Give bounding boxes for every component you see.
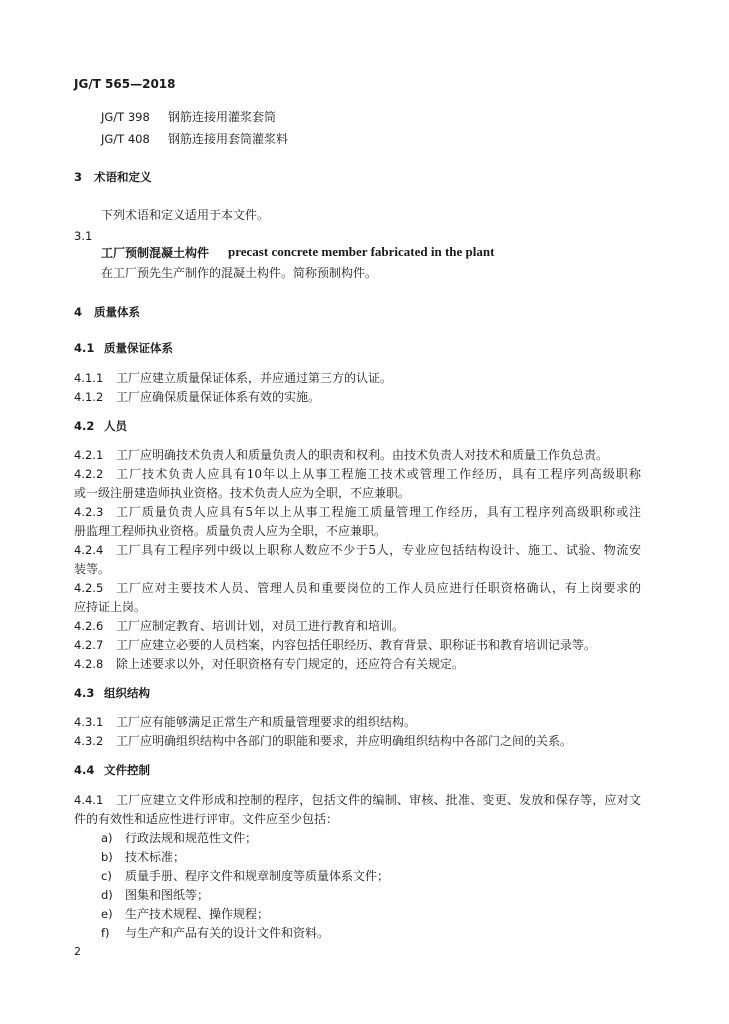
reference-code: JG/T 408 xyxy=(101,132,150,146)
clause-number: 4.1.2 xyxy=(74,390,104,404)
section-title: 质量体系 xyxy=(94,305,140,319)
clause-text: 工厂应确保质量保证体系有效的实施。 xyxy=(116,390,321,404)
reference-title: 钢筋连接用灌浆套筒 xyxy=(168,110,277,124)
clause-text-continued: 装等。 xyxy=(74,562,111,576)
clause-number: 4.2.7 xyxy=(74,638,104,652)
list-item: 图集和图纸等； xyxy=(125,888,210,902)
clause-text-continued: 件的有效性和适应性进行评审。文件应至少包括： xyxy=(74,812,339,826)
term-number: 3.1 xyxy=(74,229,93,243)
clause-number: 4.4.1 xyxy=(74,793,104,807)
subsection-number: 4.1 xyxy=(74,341,95,355)
section-title: 术语和定义 xyxy=(94,170,152,184)
clause-number: 4.2.6 xyxy=(74,619,104,633)
clause-text: 工厂应建立文件形成和控制的程序，包括文件的编制、审核、批准、变更、发放和保存等，应对文 xyxy=(116,793,641,807)
clause-text: 工厂应建立必要的人员档案，内容包括任职经历、教育背景、职称证书和教育培训记录等。 xyxy=(116,638,597,652)
clause-number: 4.2.3 xyxy=(74,505,104,519)
subsection-number: 4.3 xyxy=(74,686,95,700)
list-marker: a) xyxy=(101,831,113,845)
clause-text: 工厂技术负责人应具有10年以上从事工程施工技术或管理工作经历，具有工程序列高级职称 xyxy=(116,467,641,481)
clause-text: 除上述要求以外，对任职资格有专门规定的，还应符合有关规定。 xyxy=(116,657,465,671)
subsection-number: 4.4 xyxy=(74,763,95,777)
term-english: precast concrete member fabricated in the plant xyxy=(228,244,495,259)
subsection-title: 质量保证体系 xyxy=(104,341,173,355)
clause-number: 4.2.5 xyxy=(74,581,104,595)
paragraph: 下列术语和定义适用于本文件。 xyxy=(101,208,270,222)
list-marker: e) xyxy=(101,907,113,921)
term-name: 工厂预制混凝土构件 xyxy=(101,246,210,260)
clause-number: 4.1.1 xyxy=(74,371,104,385)
list-item: 生产技术规程、操作规程； xyxy=(125,907,270,921)
clause-text: 工厂具有工程序列中级以上职称人数应不少于5人，专业应包括结构设计、施工、试验、物流安 xyxy=(116,543,641,557)
clause-number: 4.3.1 xyxy=(74,715,104,729)
list-marker: c) xyxy=(101,869,112,883)
clause-text-continued: 或一级注册建造师执业资格。技术负责人应为全职，不应兼职。 xyxy=(74,486,411,500)
list-item: 质量手册、程序文件和规章制度等质量体系文件； xyxy=(125,869,390,883)
clause-text-continued: 应持证上岗。 xyxy=(74,600,147,614)
clause-number: 4.3.2 xyxy=(74,734,104,748)
reference-code: JG/T 398 xyxy=(101,110,150,124)
list-marker: d) xyxy=(101,888,113,902)
list-marker: b) xyxy=(101,850,113,864)
section-number: 4 xyxy=(74,305,83,319)
term-definition: 在工厂预先生产制作的混凝土构件。简称预制构件。 xyxy=(101,266,378,280)
list-item: 与生产和产品有关的设计文件和资料。 xyxy=(125,926,330,940)
page-number: 2 xyxy=(74,945,81,958)
list-marker: f) xyxy=(101,926,110,940)
clause-text: 工厂质量负责人应具有5年以上从事工程施工质量管理工作经历，具有工程序列高级职称或注 xyxy=(116,505,641,519)
clause-text: 工厂应建立质量保证体系，并应通过第三方的认证。 xyxy=(116,371,393,385)
reference-title: 钢筋连接用套筒灌浆料 xyxy=(168,132,289,146)
subsection-title: 文件控制 xyxy=(104,763,150,777)
subsection-title: 组织结构 xyxy=(104,686,150,700)
clause-text: 工厂应制定教育、培训计划，对员工进行教育和培训。 xyxy=(116,619,405,633)
subsection-title: 人员 xyxy=(104,419,127,433)
clause-number: 4.2.2 xyxy=(74,467,104,481)
clause-text: 工厂应明确组织结构中各部门的职能和要求，并应明确组织结构中各部门之间的关系。 xyxy=(116,734,573,748)
clause-text: 工厂应有能够满足正常生产和质量管理要求的组织结构。 xyxy=(116,715,417,729)
clause-text-continued: 册监理工程师执业资格。质量负责人应为全职，不应兼职。 xyxy=(74,524,387,538)
clause-text: 工厂应对主要技术人员、管理人员和重要岗位的工作人员应进行任职资格确认，有上岗要求的 xyxy=(116,581,641,595)
standard-number: JG/T 565—2018 xyxy=(74,77,176,91)
clause-number: 4.2.4 xyxy=(74,543,104,557)
clause-text: 工厂应明确技术负责人和质量负责人的职责和权利。由技术负责人对技术和质量工作负总责。 xyxy=(116,448,609,462)
section-number: 3 xyxy=(74,170,83,184)
subsection-number: 4.2 xyxy=(74,419,95,433)
list-item: 行政法规和规范性文件； xyxy=(125,831,258,845)
list-item: 技术标准； xyxy=(125,850,186,864)
clause-number: 4.2.8 xyxy=(74,657,104,671)
clause-number: 4.2.1 xyxy=(74,448,104,462)
